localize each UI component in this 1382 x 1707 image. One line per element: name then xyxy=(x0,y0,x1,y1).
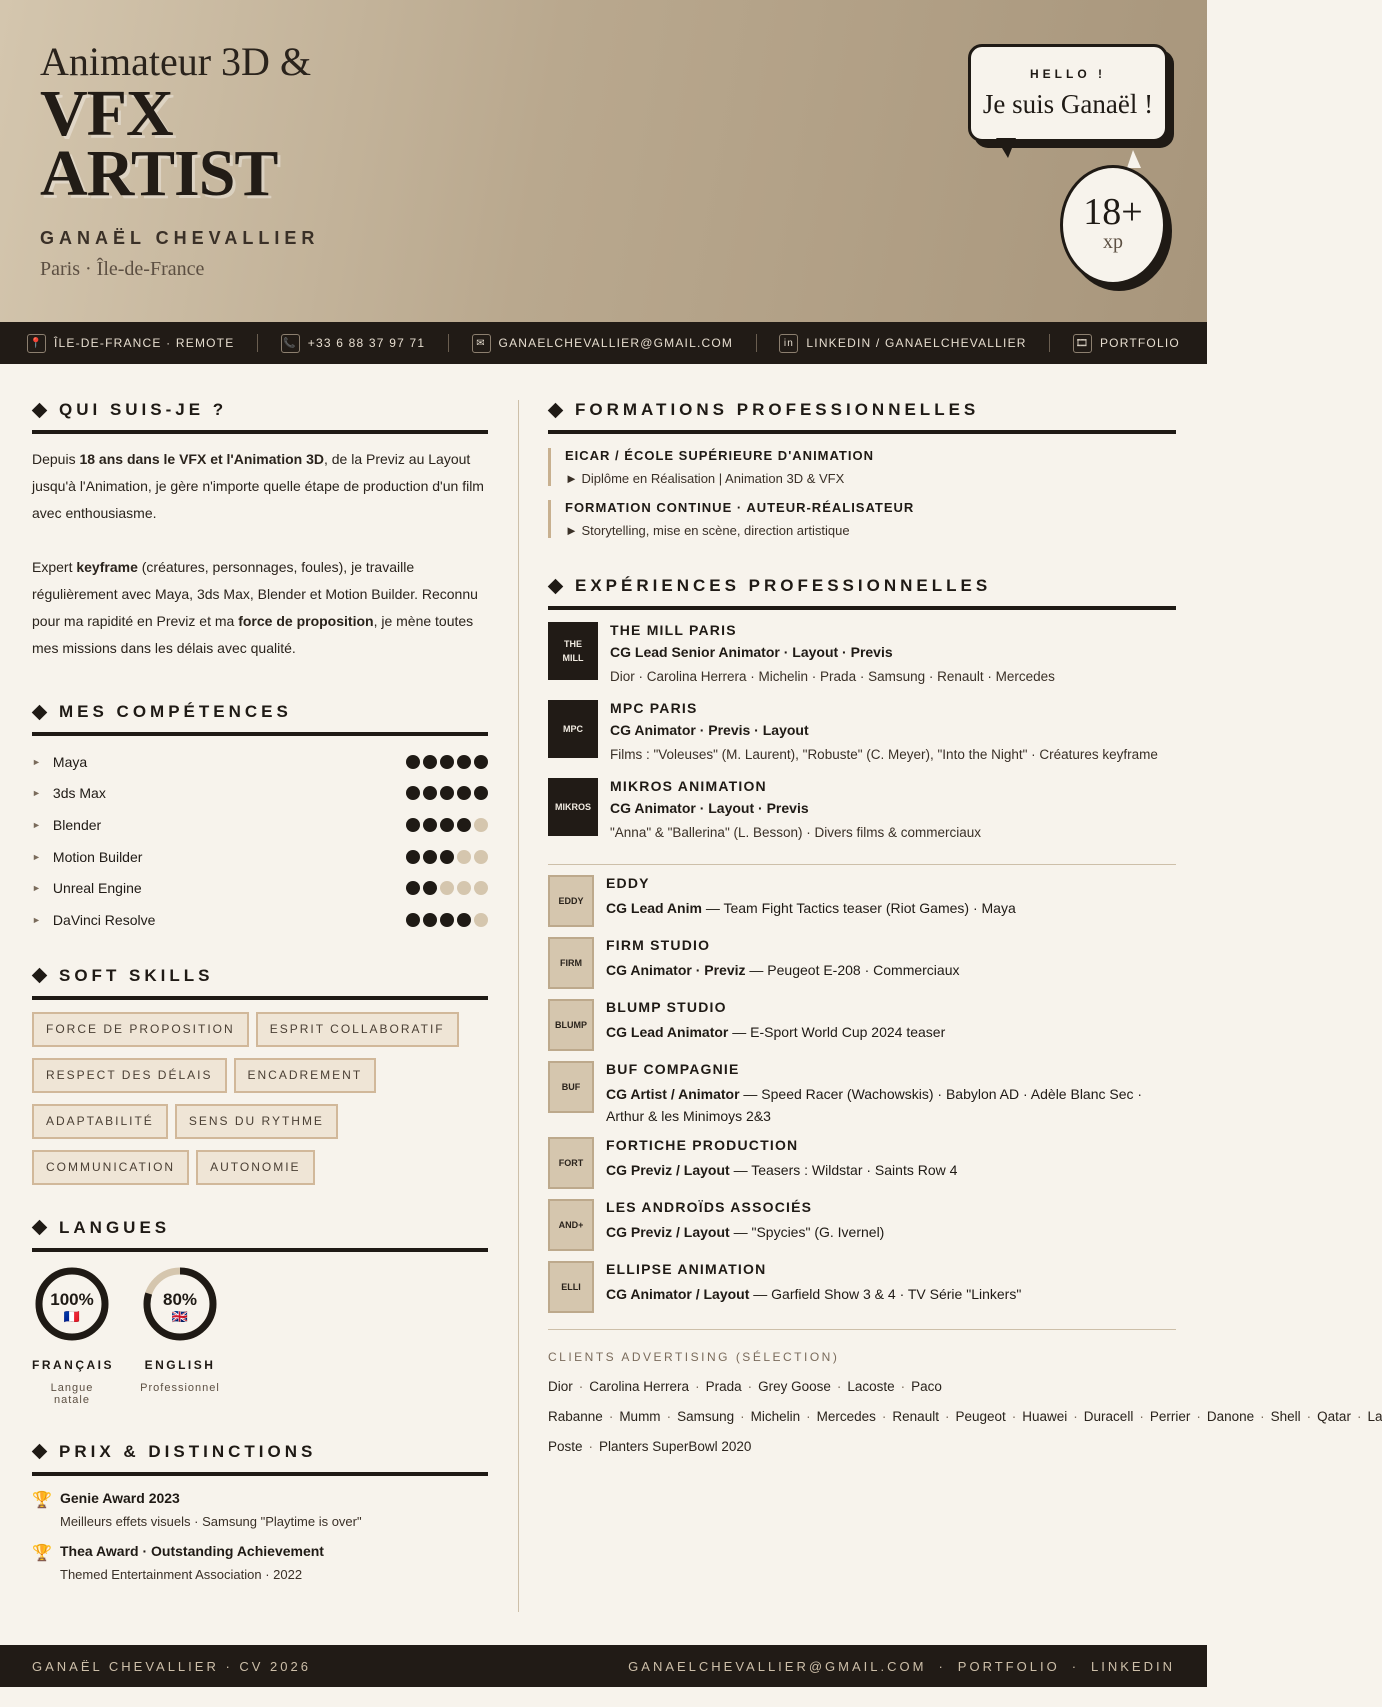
role-desc: — Team Fight Tactics teaser (Riot Games) · Maya xyxy=(701,900,1016,916)
footer xyxy=(0,1645,1207,1687)
soft-skill-tag: ENCADREMENT xyxy=(234,1058,377,1093)
experience-body xyxy=(606,1137,957,1189)
skill-level-dots xyxy=(406,818,488,832)
contact-separator xyxy=(448,334,449,352)
diamond-icon xyxy=(548,402,564,418)
column-divider xyxy=(518,400,519,1612)
flag-icon: 🇬🇧 xyxy=(171,1308,189,1324)
company-name: THE MILL PARIS xyxy=(610,622,737,638)
client-name: Paco Rabanne xyxy=(548,1379,942,1424)
role-desc: — Peugeot E-208 · Commerciaux xyxy=(745,962,960,978)
contact-text: ÎLE-DE-FRANCE · REMOTE xyxy=(54,336,235,350)
language-name: FRANÇAIS xyxy=(32,1357,114,1372)
client-name: Danone xyxy=(1206,1409,1255,1424)
level-dot xyxy=(406,850,420,864)
footer-email-link[interactable]: GANAELCHEVALLIER@GMAIL.COM xyxy=(628,1658,927,1674)
skill-row xyxy=(32,841,488,873)
level-dot xyxy=(457,850,471,864)
triangle-icon: ► xyxy=(32,883,41,894)
client-separator: · xyxy=(695,1379,700,1394)
header-title-line1: VFX xyxy=(40,77,173,150)
language-name: ENGLISH xyxy=(144,1357,216,1372)
company-name: BLUMP STUDIO xyxy=(606,999,727,1015)
contact-bar xyxy=(0,322,1207,364)
company-name: MIKROS ANIMATION xyxy=(610,778,767,794)
section-title-text: PRIX & DISTINCTIONS xyxy=(59,1441,317,1461)
client-separator: · xyxy=(666,1409,672,1424)
award-title: Genie Award 2023 xyxy=(60,1489,180,1506)
section-title-formations xyxy=(548,400,1176,434)
soft-skill-tag: COMMUNICATION xyxy=(32,1150,189,1185)
section-title-text: FORMATIONS PROFESSIONNELLES xyxy=(575,400,980,419)
language-level: Professionnel xyxy=(140,1381,220,1394)
experience-item xyxy=(548,999,1176,1051)
role-title: CG Lead Anim xyxy=(606,900,702,916)
level-dot xyxy=(406,818,420,832)
formation-title: FORMATION CONTINUE · AUTEUR-RÉALISATEUR xyxy=(565,500,915,515)
client-name: Prada xyxy=(705,1379,742,1394)
mail-icon: ✉ xyxy=(472,334,491,353)
level-dot xyxy=(423,881,437,895)
level-dot xyxy=(406,786,420,800)
clients-title: CLIENTS ADVERTISING (SÉLECTION) xyxy=(548,1350,840,1364)
section-title-awards xyxy=(32,1442,488,1476)
soft-skill-tag: AUTONOMIE xyxy=(196,1150,314,1185)
level-dot xyxy=(474,786,488,800)
level-dot xyxy=(474,850,488,864)
client-separator: · xyxy=(900,1379,906,1394)
section-title-languages xyxy=(32,1218,488,1252)
client-name: Huawei xyxy=(1022,1409,1068,1424)
level-dot xyxy=(474,913,488,927)
flag-icon: 🇫🇷 xyxy=(63,1308,81,1324)
client-separator: · xyxy=(1139,1409,1144,1424)
level-dot xyxy=(457,818,471,832)
header-location: Paris · Île-de-France xyxy=(40,258,205,280)
level-dot xyxy=(440,755,454,769)
skill-name xyxy=(32,849,142,865)
language-percent: 80% xyxy=(162,1289,198,1309)
section-title-about xyxy=(32,400,488,434)
section-title-text: MES COMPÉTENCES xyxy=(59,702,292,721)
section-title-soft-skills xyxy=(32,966,488,1000)
company-logo: BUF xyxy=(548,1061,594,1113)
skill-name xyxy=(32,817,101,833)
experience-body xyxy=(610,700,1158,766)
role-title: CG Previz / Layout xyxy=(606,1224,730,1240)
client-name: Lacoste xyxy=(847,1379,895,1394)
company-logo: AND+ xyxy=(548,1199,594,1251)
role xyxy=(606,1083,1176,1127)
skill-name xyxy=(32,880,142,896)
level-dot xyxy=(440,818,454,832)
language-item xyxy=(32,1264,112,1406)
client-name: Shell xyxy=(1270,1409,1301,1424)
skill-label: Maya xyxy=(52,753,88,770)
header-title xyxy=(40,77,278,210)
client-name: Duracell xyxy=(1083,1409,1134,1424)
level-dot xyxy=(440,786,454,800)
experience-body xyxy=(606,1199,884,1251)
language-gauge xyxy=(140,1264,220,1344)
triangle-icon: ► xyxy=(32,819,41,830)
awards-list xyxy=(32,1490,488,1582)
film-icon: 🎞 xyxy=(1073,334,1092,353)
client-separator: · xyxy=(740,1409,745,1424)
formation-item xyxy=(548,500,1176,538)
divider-line xyxy=(548,1329,1176,1330)
client-separator: · xyxy=(1196,1409,1201,1424)
level-dot xyxy=(406,913,420,927)
client-separator: · xyxy=(836,1379,842,1394)
level-dot xyxy=(440,881,454,895)
formation-title: EICAR / ÉCOLE SUPÉRIEURE D'ANIMATION xyxy=(565,448,874,463)
company-name: LES ANDROÏDS ASSOCIÉS xyxy=(606,1199,813,1215)
company-logo: FIRM xyxy=(548,937,594,989)
client-name: Perrier xyxy=(1149,1409,1191,1424)
award-desc: Meilleurs effets visuels · Samsung "Playtime is over" xyxy=(60,1513,362,1529)
divider-line xyxy=(548,864,1176,865)
client-name: Mercedes xyxy=(816,1409,876,1424)
skill-label: Motion Builder xyxy=(52,848,143,865)
diamond-icon xyxy=(32,968,48,984)
role xyxy=(606,1159,957,1181)
xp-badge xyxy=(1060,165,1166,285)
company-logo: ELLI xyxy=(548,1261,594,1313)
header-subtitle: Animateur 3D & xyxy=(40,39,312,84)
soft-skill-tag: SENS DU RYTHME xyxy=(175,1104,338,1139)
company-logo: THE MILL xyxy=(548,622,598,680)
skill-name xyxy=(32,912,155,928)
level-dot xyxy=(423,818,437,832)
left-column xyxy=(32,400,488,1582)
role-title: CG Animator / Layout xyxy=(606,1286,750,1302)
experience-body xyxy=(610,622,1055,688)
formation-desc: ► Diplôme en Réalisation | Animation 3D & VFX xyxy=(565,471,845,486)
role-title: CG Previz / Layout xyxy=(606,1162,730,1178)
section-title-experiences xyxy=(548,576,1176,610)
client-name: Carolina Herrera xyxy=(589,1379,690,1394)
role: CG Animator · Previs · Layout xyxy=(610,722,809,738)
footer-portfolio-link[interactable]: PORTFOLIO xyxy=(957,1658,1060,1674)
skill-level-dots xyxy=(406,755,488,769)
formation-desc: ► Storytelling, mise en scène, direction artistique xyxy=(565,523,850,538)
skill-label: 3ds Max xyxy=(52,785,106,802)
client-separator: · xyxy=(578,1379,584,1394)
level-dot xyxy=(423,755,437,769)
triangle-icon: ► xyxy=(32,851,41,862)
about-paragraph-2: Expert keyframe (créatures, personnages, foules), je travaille régulièrement avec Maya, 3ds Max, Blender et Motion Builder. Reconnu pour ma rapidité en Previz et ma force de proposition, je mène toutes mes missions dans les délais avec qualité. xyxy=(32,559,478,656)
level-dot xyxy=(457,755,471,769)
role xyxy=(606,1021,945,1043)
client-name: Samsung xyxy=(677,1409,735,1424)
level-dot xyxy=(423,913,437,927)
level-dot xyxy=(474,881,488,895)
client-name: Peugeot xyxy=(955,1409,1006,1424)
client-separator: · xyxy=(1260,1409,1265,1424)
triangle-icon: ► xyxy=(32,914,41,925)
section-title-text: QUI SUIS-JE ? xyxy=(59,400,228,419)
location-pin-icon: 📍 xyxy=(27,334,46,353)
footer-left: GANAËL CHEVALLIER · CV 2026 xyxy=(32,1658,311,1674)
languages-list xyxy=(32,1264,488,1406)
soft-skill-tag: ESPRIT COLLABORATIF xyxy=(256,1012,459,1047)
skill-label: Unreal Engine xyxy=(52,880,142,897)
client-separator: · xyxy=(1011,1409,1017,1424)
formations-list xyxy=(548,448,1176,538)
triangle-icon: ► xyxy=(32,788,41,799)
trophy-icon: 🏆 xyxy=(32,1544,52,1562)
client-name: Renault xyxy=(892,1409,939,1424)
company-name: FORTICHE PRODUCTION xyxy=(606,1137,799,1153)
skill-level-dots xyxy=(406,881,488,895)
award-desc: Themed Entertainment Association · 2022 xyxy=(60,1566,303,1582)
experience-item xyxy=(548,778,1176,844)
language-level: Langue natale xyxy=(50,1381,94,1406)
bubble-hello: HELLO ! xyxy=(1030,67,1106,81)
level-dot xyxy=(423,786,437,800)
experience-item xyxy=(548,1199,1176,1251)
contact-item[interactable] xyxy=(779,334,1026,353)
speech-bubble xyxy=(968,44,1168,142)
company-logo: MPC xyxy=(548,700,598,758)
section-title-text: EXPÉRIENCES PROFESSIONNELLES xyxy=(575,576,992,595)
bubble-tail xyxy=(996,138,1016,158)
soft-skill-tag: ADAPTABILITÉ xyxy=(32,1104,168,1139)
diamond-icon xyxy=(32,1444,48,1460)
experience-body xyxy=(606,875,1016,927)
level-dot xyxy=(406,881,420,895)
contact-item[interactable] xyxy=(1073,334,1180,353)
client-separator: · xyxy=(1306,1409,1312,1424)
language-gauge xyxy=(32,1264,112,1344)
diamond-icon xyxy=(32,1220,48,1236)
contact-separator xyxy=(756,334,757,352)
header-title-line2: ARTIST xyxy=(40,137,278,210)
level-dot xyxy=(406,755,420,769)
client-separator: · xyxy=(588,1439,594,1454)
soft-skill-tag: RESPECT DES DÉLAIS xyxy=(32,1058,227,1093)
xp-label: xp xyxy=(1103,231,1123,253)
right-column xyxy=(548,400,1382,1462)
client-separator: · xyxy=(608,1409,614,1424)
experience-body xyxy=(606,1061,1176,1127)
contact-text: PORTFOLIO xyxy=(1099,336,1180,350)
section-title-text: LANGUES xyxy=(59,1217,171,1237)
experiences-major xyxy=(548,622,1176,844)
client-name: Qatar xyxy=(1317,1409,1351,1424)
role-desc: — Teasers : Wildstar · Saints Row 4 xyxy=(729,1162,958,1178)
skill-level-dots xyxy=(406,913,488,927)
triangle-icon: ► xyxy=(32,756,41,767)
award-body xyxy=(60,1490,362,1529)
client-separator: · xyxy=(1356,1409,1362,1424)
diamond-icon xyxy=(32,402,48,418)
company-name: MPC PARIS xyxy=(610,700,698,716)
client-name: Dior xyxy=(548,1379,573,1394)
role-desc: — Garfield Show 3 & 4 · TV Série "Linkers" xyxy=(749,1286,1022,1302)
experience-item xyxy=(548,622,1176,688)
skill-row xyxy=(32,778,488,810)
role-desc: — E-Sport World Cup 2024 teaser xyxy=(728,1024,946,1040)
experience-desc: "Anna" & "Ballerina" (L. Besson) · Divers films & commerciaux xyxy=(610,825,982,840)
footer-links xyxy=(628,1659,1175,1674)
experience-item xyxy=(548,1261,1176,1313)
experiences-minor xyxy=(548,875,1176,1313)
client-separator: · xyxy=(1073,1409,1078,1424)
client-separator: · xyxy=(806,1409,811,1424)
skill-name xyxy=(32,785,106,801)
level-dot xyxy=(423,850,437,864)
skill-row xyxy=(32,904,488,936)
company-logo: MIKROS xyxy=(548,778,598,836)
phone-icon: 📞 xyxy=(281,334,300,353)
soft-skill-tag: FORCE DE PROPOSITION xyxy=(32,1012,249,1047)
experience-item xyxy=(548,875,1176,927)
language-percent: 100% xyxy=(50,1289,94,1309)
experience-desc: Films : "Voleuses" (M. Laurent), "Robuste" (C. Meyer), "Into the Night" · Créatures keyframe xyxy=(610,747,1158,762)
experience-body xyxy=(606,937,960,989)
about-text xyxy=(32,446,488,662)
header-banner xyxy=(0,0,1207,322)
experience-body xyxy=(606,999,945,1051)
contact-separator xyxy=(257,334,258,352)
level-dot xyxy=(457,881,471,895)
level-dot xyxy=(457,913,471,927)
company-logo: FORT xyxy=(548,1137,594,1189)
client-separator: · xyxy=(747,1379,753,1394)
footer-separator: · xyxy=(1071,1658,1080,1674)
experience-item xyxy=(548,937,1176,989)
section-title-skills xyxy=(32,702,488,736)
skill-row xyxy=(32,809,488,841)
role: CG Lead Senior Animator · Layout · Previs xyxy=(610,644,893,660)
header-name: GANAËL CHEVALLIER xyxy=(40,228,320,248)
client-separator: · xyxy=(881,1409,887,1424)
contact-text: GANAELCHEVALLIER@GMAIL.COM xyxy=(498,336,734,350)
experience-body xyxy=(606,1261,1021,1313)
experience-item xyxy=(548,700,1176,766)
company-name: FIRM STUDIO xyxy=(606,937,711,953)
client-separator: · xyxy=(944,1409,950,1424)
skill-label: Blender xyxy=(52,816,102,833)
company-logo: BLUMP xyxy=(548,999,594,1051)
contact-item[interactable] xyxy=(27,334,234,353)
about-paragraph-1: Depuis 18 ans dans le VFX et l'Animation 3D, de la Previz au Layout jusqu'à l'Animation, je gère n'importe quelle étape de production d'un film avec enthousiasme. xyxy=(32,451,484,521)
level-dot xyxy=(440,913,454,927)
experience-desc: Dior · Carolina Herrera · Michelin · Prada · Samsung · Renault · Mercedes xyxy=(610,669,1055,684)
client-name: Mumm xyxy=(619,1409,661,1424)
contact-separator xyxy=(1049,334,1050,352)
role-title: CG Lead Animator xyxy=(606,1024,729,1040)
role xyxy=(606,897,1016,919)
skill-row xyxy=(32,746,488,778)
award-item xyxy=(32,1490,488,1529)
skill-row xyxy=(32,872,488,904)
experience-item xyxy=(548,1061,1176,1127)
client-name: Michelin xyxy=(750,1409,801,1424)
role xyxy=(606,959,960,981)
footer-linkedin-link[interactable]: LINKEDIN xyxy=(1091,1658,1175,1674)
linkedin-icon: in xyxy=(779,334,798,353)
role xyxy=(606,1283,1021,1305)
xp-value: 18+ xyxy=(1083,191,1143,233)
company-name: EDDY xyxy=(606,875,650,891)
company-name: ELLIPSE ANIMATION xyxy=(606,1261,767,1277)
role xyxy=(606,1221,884,1243)
clients-list xyxy=(548,1372,1382,1462)
contact-item[interactable] xyxy=(472,334,734,353)
role: CG Animator · Layout · Previs xyxy=(610,800,809,816)
level-dot xyxy=(440,850,454,864)
company-name: BUF COMPAGNIE xyxy=(606,1061,740,1077)
award-item xyxy=(32,1543,488,1582)
award-title: Thea Award · Outstanding Achievement xyxy=(60,1542,324,1559)
xp-tail xyxy=(1127,150,1141,168)
section-title-text: SOFT SKILLS xyxy=(59,965,214,985)
soft-skills-list xyxy=(32,1012,488,1188)
award-body xyxy=(60,1543,324,1582)
skill-name xyxy=(32,754,87,770)
bubble-text: Je suis Ganaël ! xyxy=(982,89,1154,119)
role-title: CG Artist / Animator xyxy=(606,1086,740,1102)
company-logo: EDDY xyxy=(548,875,594,927)
level-dot xyxy=(474,755,488,769)
language-item xyxy=(140,1264,220,1406)
client-name: La Poste xyxy=(548,1409,1382,1454)
role-desc: — "Spycies" (G. Ivernel) xyxy=(729,1224,885,1240)
diamond-icon xyxy=(548,578,564,594)
contact-text: LINKEDIN / GANAELCHEVALLIER xyxy=(806,336,1027,350)
footer-separator: · xyxy=(938,1658,946,1674)
trophy-icon: 🏆 xyxy=(32,1491,52,1509)
skills-list xyxy=(32,746,488,936)
experience-body xyxy=(610,778,981,844)
skill-level-dots xyxy=(406,786,488,800)
diamond-icon xyxy=(32,704,48,720)
level-dot xyxy=(457,786,471,800)
client-name: Planters SuperBowl 2020 xyxy=(599,1439,752,1454)
level-dot xyxy=(474,818,488,832)
role-desc: — Speed Racer (Wachowskis) · Babylon AD · Adèle Blanc Sec · Arthur & les Minimoys 2&3 xyxy=(606,1086,1143,1124)
experience-item xyxy=(548,1137,1176,1189)
formation-item xyxy=(548,448,1176,486)
client-name: Grey Goose xyxy=(758,1379,831,1394)
skill-label: DaVinci Resolve xyxy=(52,911,156,928)
contact-text: +33 6 88 37 97 71 xyxy=(307,336,426,350)
contact-item[interactable] xyxy=(281,334,426,353)
skill-level-dots xyxy=(406,850,488,864)
role-title: CG Animator · Previz xyxy=(606,962,746,978)
